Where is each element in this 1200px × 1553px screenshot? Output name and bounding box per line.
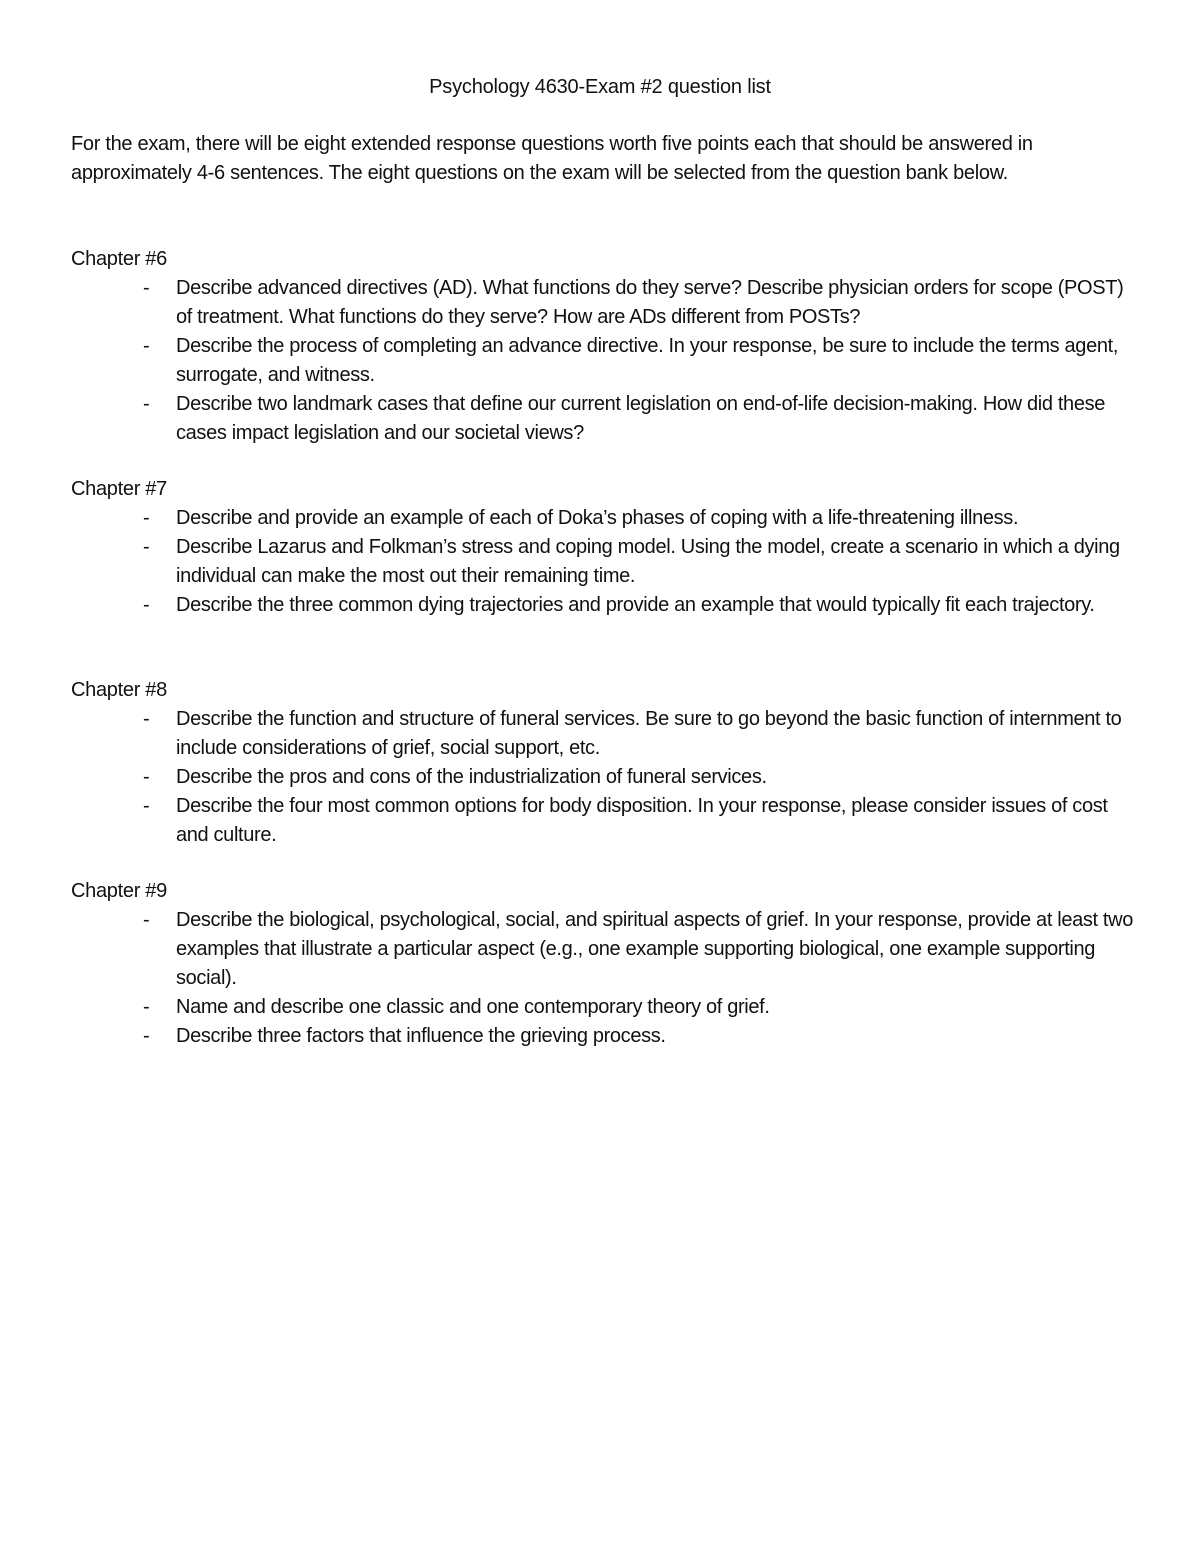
dash-bullet: - — [143, 393, 150, 415]
document-title: Psychology 4630-Exam #2 question list — [429, 76, 771, 98]
chapter-section-6 — [71, 245, 1141, 448]
question-item — [71, 533, 1141, 591]
question-text: Describe the four most common options for body disposition. In your response, please consider issues of cost and culture. — [176, 795, 1108, 846]
question-item — [71, 993, 1141, 1022]
dash-bullet: - — [143, 909, 150, 931]
dash-bullet: - — [143, 795, 150, 817]
question-text: Describe two landmark cases that define our current legislation on end-of-life decision-making. How did these cases impact legislation and our societal views? — [176, 393, 1106, 444]
question-item — [71, 332, 1141, 390]
chapter-heading: Chapter #8 — [71, 679, 167, 701]
question-text: Describe the biological, psychological, social, and spiritual aspects of grief. In your response, provide at least two examples that illustrate a particular aspect (e.g., one example supporting biological, one example supporting social). — [176, 909, 1134, 989]
chapter-heading: Chapter #6 — [71, 248, 167, 270]
dash-bullet: - — [143, 536, 150, 558]
question-item — [71, 591, 1141, 620]
chapter-heading: Chapter #7 — [71, 478, 167, 500]
intro-paragraph: For the exam, there will be eight extended response questions worth five points each that should be answered in approximately 4-6 sentences. The eight questions on the exam will be selected from the question bank below. — [71, 133, 1033, 184]
question-text: Describe advanced directives (AD). What functions do they serve? Describe physician orders for scope (POST) of treatment. What functions do they serve? How are ADs different from POSTs? — [176, 277, 1124, 328]
question-list — [71, 906, 1141, 1051]
question-list — [71, 705, 1141, 850]
question-text: Describe Lazarus and Folkman’s stress and coping model. Using the model, create a scenario in which a dying individual can make the most out their remaining time. — [176, 536, 1120, 587]
question-item — [71, 906, 1141, 993]
question-list — [71, 504, 1141, 620]
chapter-section-7 — [71, 475, 1141, 620]
chapter-heading: Chapter #9 — [71, 880, 167, 902]
question-item — [71, 274, 1141, 332]
question-text: Describe the three common dying trajectories and provide an example that would typically fit each trajectory. — [176, 594, 1095, 616]
question-item — [71, 390, 1141, 448]
question-text: Describe the pros and cons of the industrialization of funeral services. — [176, 766, 767, 788]
question-text: Describe the function and structure of funeral services. Be sure to go beyond the basic function of internment to include considerations of grief, social support, etc. — [176, 708, 1122, 759]
question-item — [71, 504, 1141, 533]
question-text: Describe three factors that influence the grieving process. — [176, 1025, 666, 1047]
dash-bullet: - — [143, 277, 150, 299]
question-text: Describe and provide an example of each of Doka’s phases of coping with a life-threatening illness. — [176, 507, 1019, 529]
dash-bullet: - — [143, 1025, 150, 1047]
question-text: Describe the process of completing an advance directive. In your response, be sure to include the terms agent, surrogate, and witness. — [176, 335, 1119, 386]
chapter-section-8 — [71, 676, 1141, 850]
chapter-section-9 — [71, 877, 1141, 1051]
question-item — [71, 792, 1141, 850]
dash-bullet: - — [143, 708, 150, 730]
dash-bullet: - — [143, 996, 150, 1018]
question-list — [71, 274, 1141, 448]
question-item — [71, 1022, 1141, 1051]
question-item — [71, 705, 1141, 763]
dash-bullet: - — [143, 335, 150, 357]
question-text: Name and describe one classic and one contemporary theory of grief. — [176, 996, 770, 1018]
question-item — [71, 763, 1141, 792]
dash-bullet: - — [143, 507, 150, 529]
dash-bullet: - — [143, 766, 150, 788]
dash-bullet: - — [143, 594, 150, 616]
